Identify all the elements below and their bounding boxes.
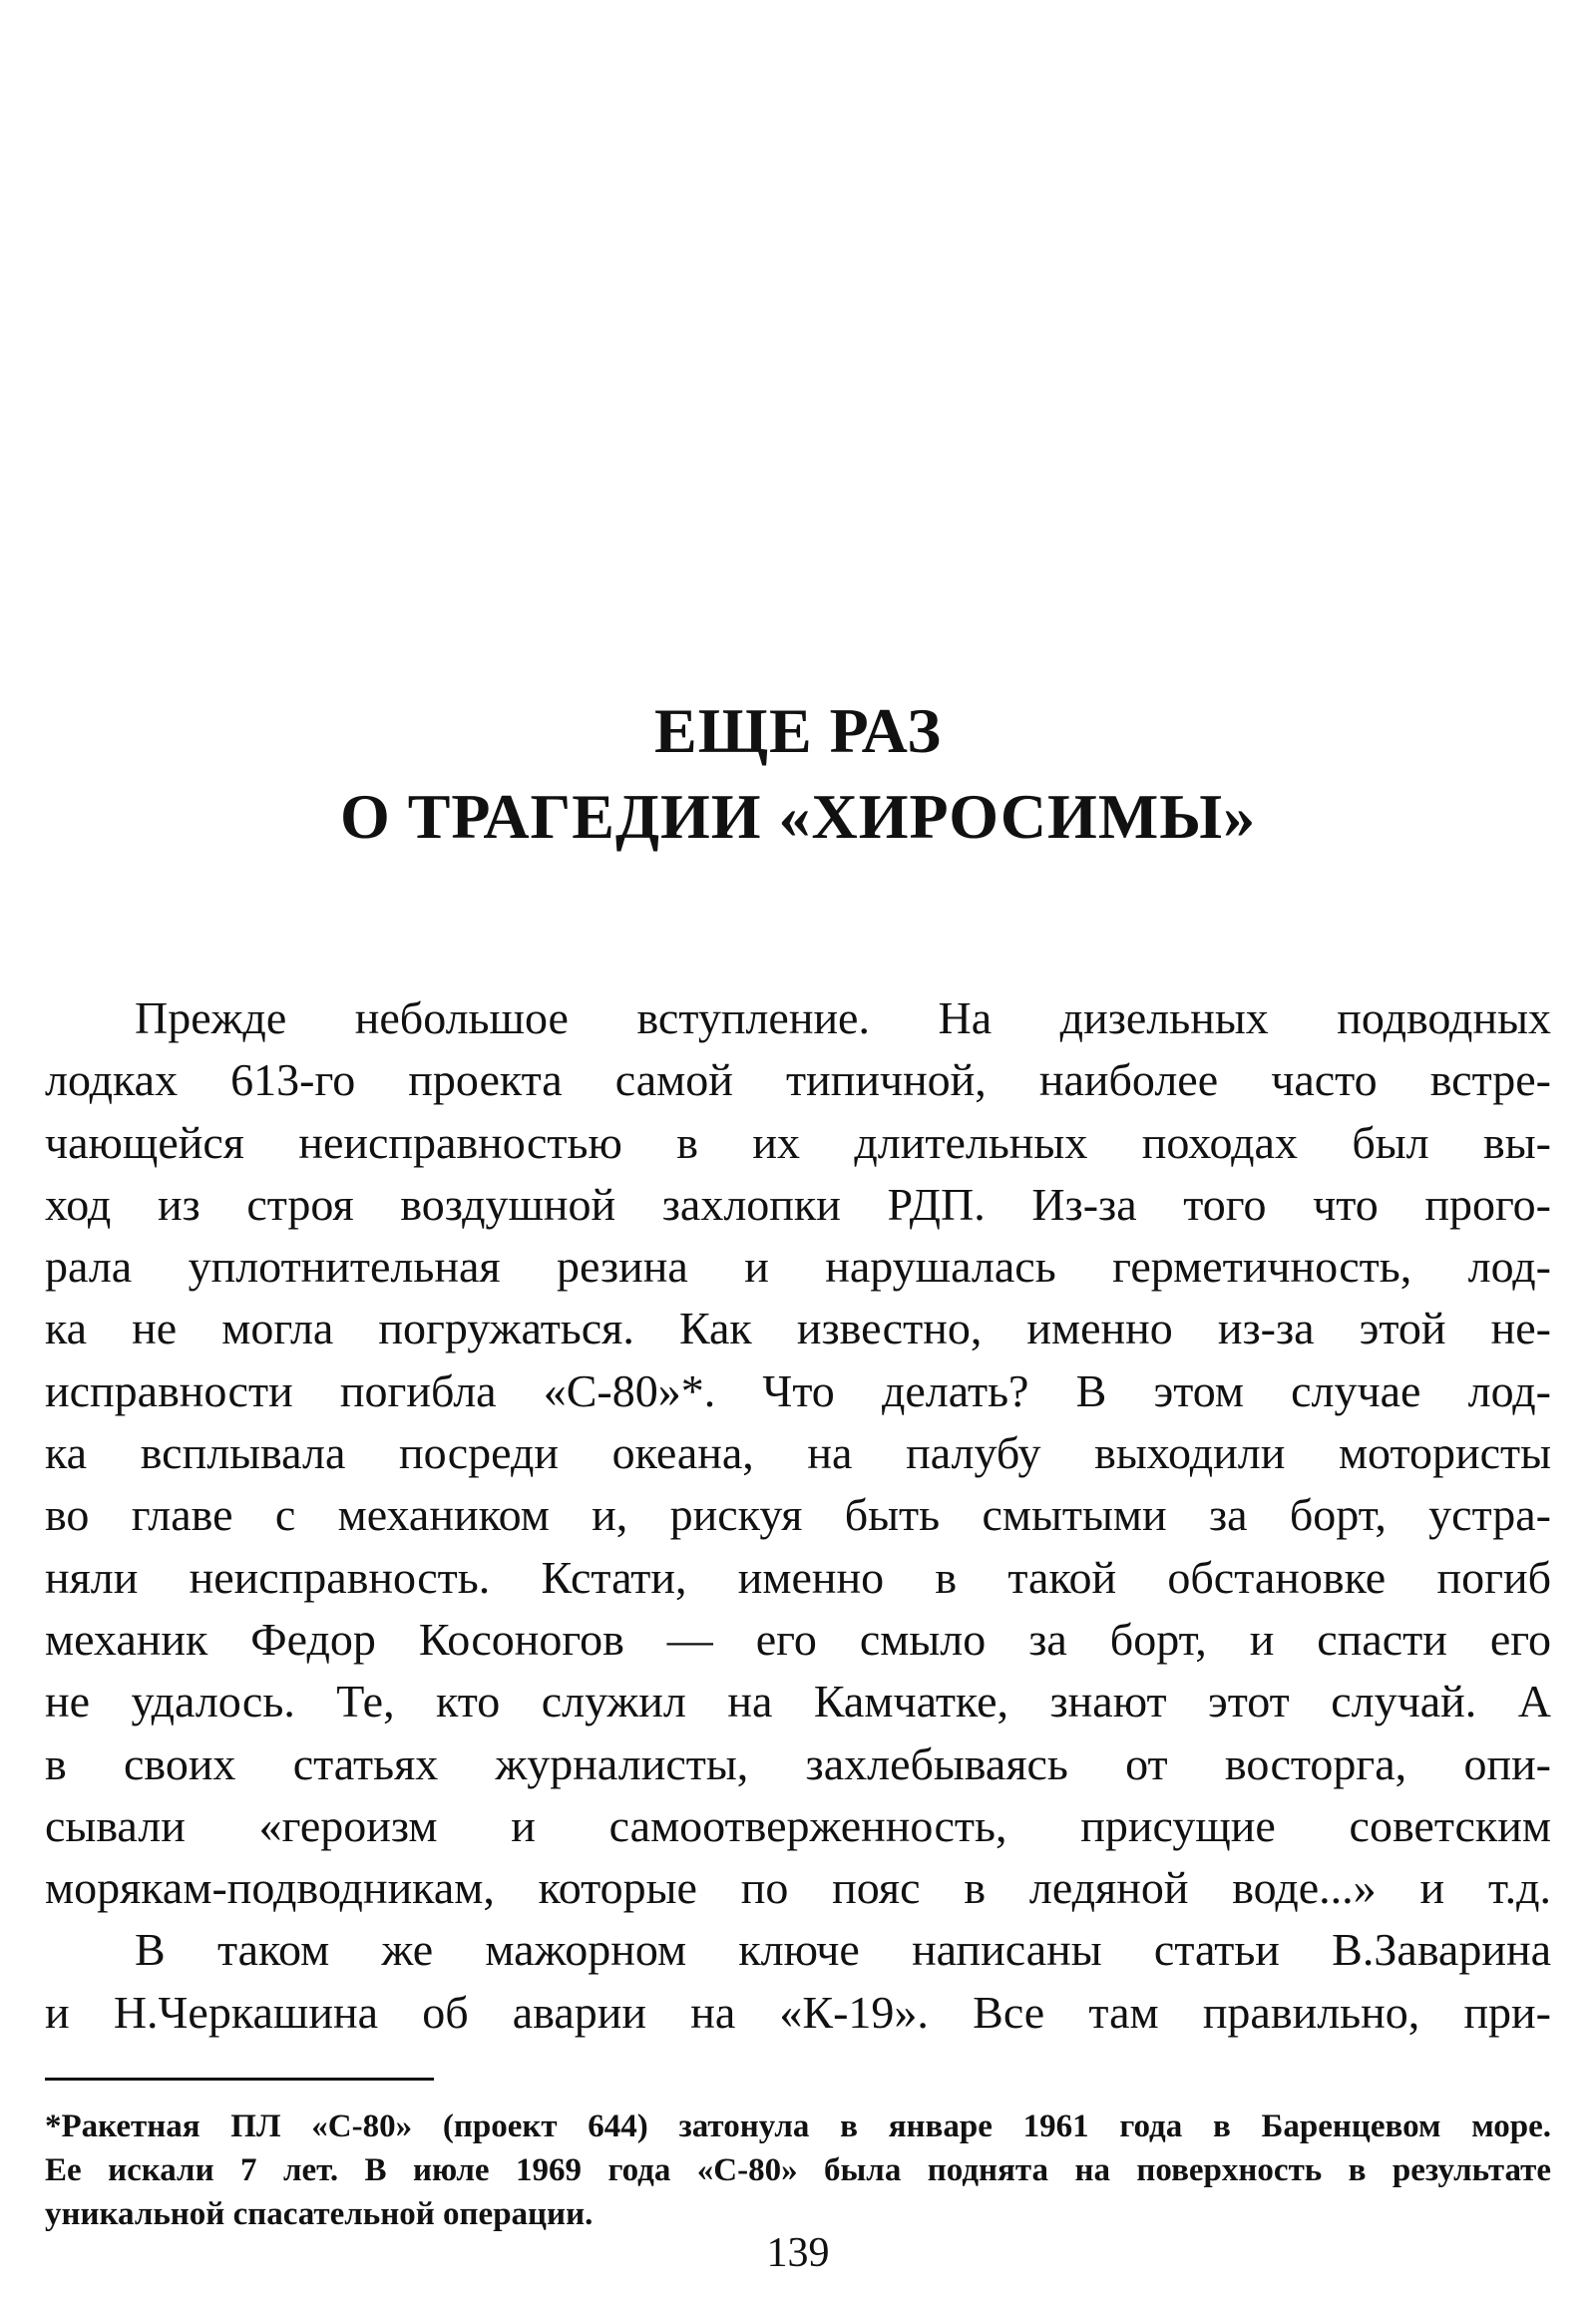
chapter-title-line-1: ЕЩЕ РАЗ (654, 695, 942, 766)
text-line: В таком же мажорном ключе написаны статьи В.Заварина (135, 1924, 1551, 1976)
text-line: механик Федор Косоногов — его смыло за борт, и спасти его (45, 1613, 1551, 1665)
text-line: рала уплотнительная резина и нарушалась герметичность, лод- (45, 1241, 1551, 1293)
chapter-title (0, 688, 1596, 860)
text-line: чающейся неисправностью в их длительных походах был вы- (45, 1116, 1551, 1168)
text-line: ка всплывала посреди океана, на палубу выходили мотористы (45, 1427, 1551, 1479)
footnote-separator (45, 2078, 434, 2081)
page-number: 139 (766, 2230, 830, 2276)
text-line: морякам-подводникам, которые по пояс в ледяной воде...» и т.д. (45, 1862, 1551, 1914)
text-line: не удалось. Те, кто служил на Камчатке, знают этот случай. А (45, 1676, 1551, 1727)
text-line: и Н.Черкашина об аварии на «К-19». Все там правильно, при- (45, 1986, 1551, 2038)
footnote (45, 2105, 1551, 2236)
chapter-title-line-2: О ТРАГЕДИИ «ХИРОСИМЫ» (339, 781, 1257, 852)
text-line: в своих статьях журналисты, захлебываясь от восторга, опи- (45, 1737, 1551, 1789)
body-text (45, 987, 1551, 2044)
text-line: во главе с механиком и, рискуя быть смытыми за борт, устра- (45, 1489, 1551, 1541)
text-line: сывали «героизм и самоотверженность, присущие советским (45, 1799, 1551, 1851)
footnote-line: Ее искали 7 лет. В июле 1969 года «С-80» была поднята на поверхность в результате (45, 2152, 1551, 2188)
text-line: ка не могла погружаться. Как известно, именно из-за этой не- (45, 1303, 1551, 1354)
text-line: няли неисправность. Кстати, именно в такой обстановке погиб (45, 1551, 1551, 1603)
text-line: лодках 613-го проекта самой типичной, наиболее часто встре- (45, 1054, 1551, 1106)
text-line: Прежде небольшое вступление. На дизельных подводных (135, 992, 1551, 1043)
text-line: ход из строя воздушной захлопки РДП. Из-за того что прого- (45, 1178, 1551, 1230)
footnote-line: *Ракетная ПЛ «С-80» (проект 644) затонула в январе 1961 года в Баренцевом море. (45, 2108, 1551, 2144)
text-line: исправности погибла «С-80»*. Что делать? В этом случае лод- (45, 1364, 1551, 1416)
footnote-line: уникальной спасательной операции. (45, 2196, 594, 2232)
